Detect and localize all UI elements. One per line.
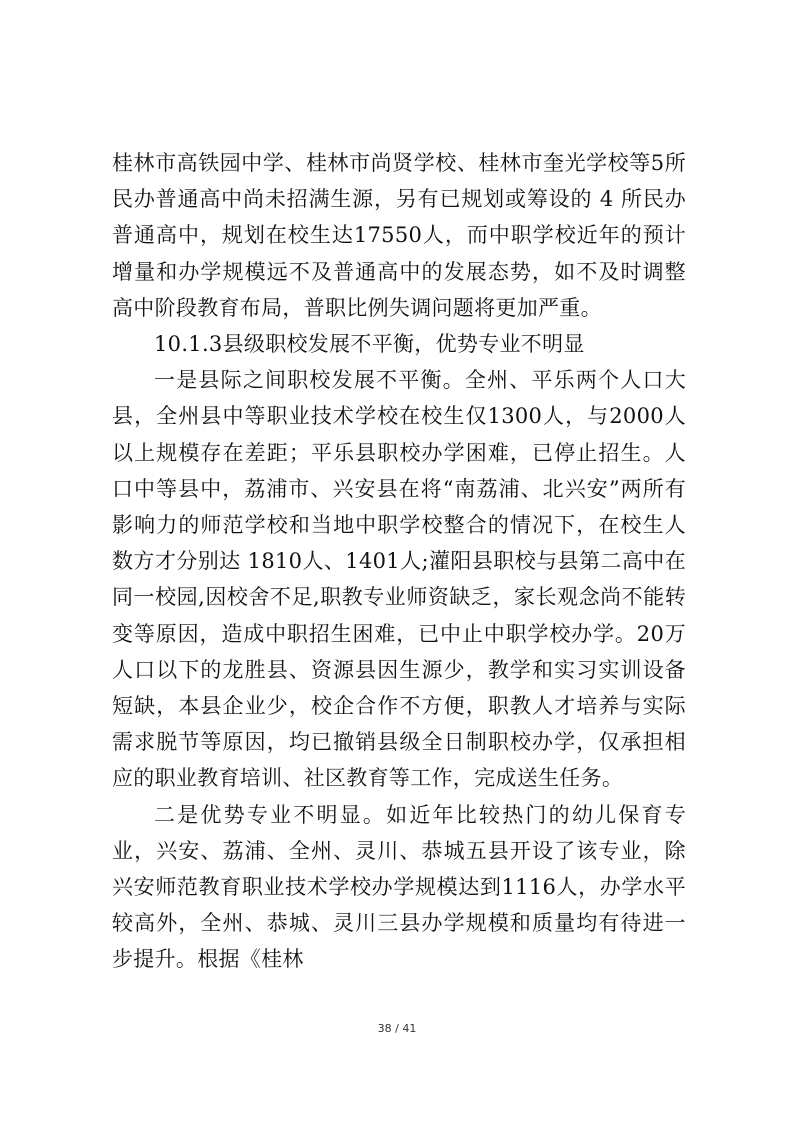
section-heading: 10.1.3县级职校发展不平衡，优势专业不明显 [154,332,585,357]
body-text [112,145,686,978]
page-number: 38 / 41 [377,1022,417,1035]
paragraph-1: 桂林市高铁园中学、桂林市尚贤学校、桂林市奎光学校等5所民办普通高中尚未招满生源，另有已规划或筹设的 4 所民办普通高中，规划在校生达17550人，而中职学校近年的预计增量和办学规模远不及普通高中的发展态势，如不及时调整高中阶段教育布局，普职比例失调问题将更加严重。 [112,151,686,320]
paragraph-3: 二是优势专业不明显。如近年比较热门的幼儿保育专业，兴安、荔浦、全州、灵川、恭城五县开设了该专业，除兴安师范教育职业技术学校办学规模达到1116人，办学水平较高外，全州、恭城、灵川三县办学规模和质量均有待进一步提升。根据《桂林 [112,802,686,972]
paragraph-2: 一是县际之间职校发展不平衡。全州、平乐两个人口大县，全州县中等职业技术学校在校生仅1300人，与2000人以上规模存在差距；平乐县职校办学困难，已停止招生。人口中等县中，荔浦市、兴安县在将“南荔浦、北兴安”两所有影响力的师范学校和当地中职学校整合的情况下，在校生人数方才分别达 1810人、1401人;灌阳县职校与县第二高中在同一校园,因校舍不足,职教专业师资缺乏，家长观念尚不能转变等原因，造成中职招生困难，已中止中职学校办学。20万人口以下的龙胜县、资源县因生源少，教学和实习实训设备短缺，本县企业少，校企合作不方便，职教人才培养与实际需求脱节等原因，均已撤销县级全日制职校办学，仅承担相应的职业教育培训、社区教育等工作，完成送生任务。 [112,368,686,791]
